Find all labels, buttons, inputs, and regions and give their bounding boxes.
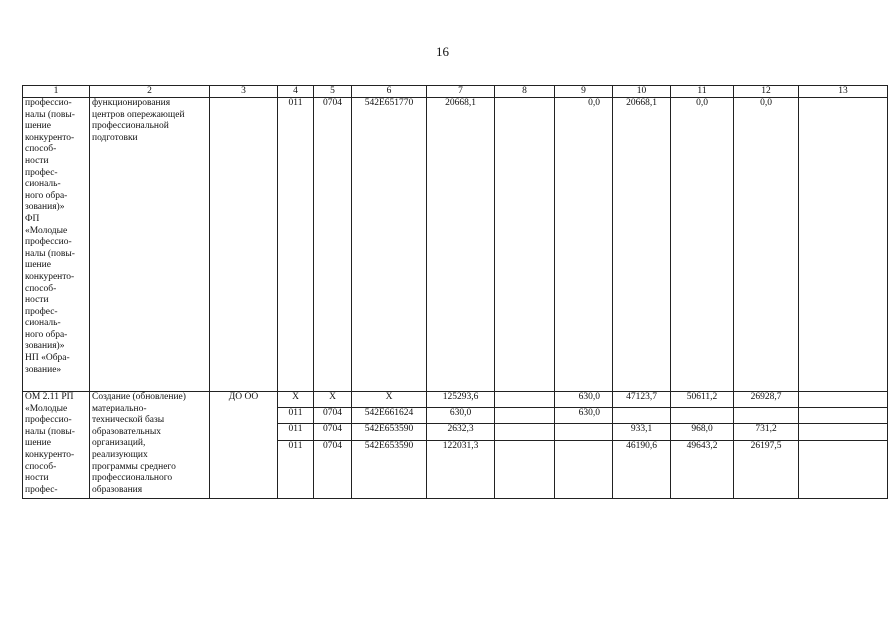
column-number: 2 (90, 86, 210, 98)
total-amount-cell: 20668,1 (427, 98, 495, 392)
target-code-cell: 542E661624 (352, 408, 427, 424)
note-cell (799, 408, 888, 424)
target-code-cell: 542E651770 (352, 98, 427, 392)
section-code-cell: 0704 (314, 98, 352, 392)
column-number: 6 (352, 86, 427, 98)
column-number: 13 (799, 86, 888, 98)
target-code-cell: 542E653590 (352, 424, 427, 441)
executor-cell (210, 98, 278, 392)
amount-cell: 46190,6 (613, 441, 671, 499)
amount-cell (495, 98, 555, 392)
column-number: 1 (23, 86, 90, 98)
grbs-code-cell: 011 (278, 98, 314, 392)
amount-cell: 933,1 (613, 424, 671, 441)
amount-cell: 0,0 (671, 98, 734, 392)
amount-cell (495, 392, 555, 408)
amount-cell: 50611,2 (671, 392, 734, 408)
amount-cell: 0,0 (734, 98, 799, 392)
total-amount-cell: 2632,3 (427, 424, 495, 441)
executor-cell: ДО ОО (210, 392, 278, 499)
amount-cell (495, 441, 555, 499)
target-code-cell: Х (352, 392, 427, 408)
program-name-cell: ОМ 2.11 РП «Молодые профессио- налы (повы- шение конкуренто- способ- ности профес- (23, 392, 90, 499)
column-number: 4 (278, 86, 314, 98)
measure-name-cell: функционирования центров опережающей профессиональной подготовки (90, 98, 210, 392)
section-code-cell: Х (314, 392, 352, 408)
section-code-cell: 0704 (314, 424, 352, 441)
amount-cell: 26928,7 (734, 392, 799, 408)
column-number: 5 (314, 86, 352, 98)
total-amount-cell: 630,0 (427, 408, 495, 424)
grbs-code-cell: 011 (278, 408, 314, 424)
amount-cell: 49643,2 (671, 441, 734, 499)
section-code-cell: 0704 (314, 441, 352, 499)
column-number: 7 (427, 86, 495, 98)
amount-cell: 47123,7 (613, 392, 671, 408)
total-amount-cell: 122031,3 (427, 441, 495, 499)
column-number: 12 (734, 86, 799, 98)
program-name-cell: профессио- налы (повы- шение конкуренто- способ- ности профес- сиональ- ного обра- зования)» ФП «Молодые профессио- налы (повы- шение конкуренто- способ- ности профес- сиональ- ного обра- зования)» НП «Обра- зование» (23, 98, 90, 392)
grbs-code-cell: 011 (278, 424, 314, 441)
note-cell (799, 441, 888, 499)
measure-name-cell: Создание (обновление) материально- технической базы образовательных организаций, реализующих программы среднего профессионального образования (90, 392, 210, 499)
column-number: 11 (671, 86, 734, 98)
amount-cell: 731,2 (734, 424, 799, 441)
amount-cell (613, 408, 671, 424)
target-code-cell: 542E653590 (352, 441, 427, 499)
grbs-code-cell: 011 (278, 441, 314, 499)
amount-cell (555, 441, 613, 499)
note-cell (799, 98, 888, 392)
column-number: 9 (555, 86, 613, 98)
column-number-row (23, 86, 888, 98)
budget-table (22, 85, 888, 499)
amount-cell (495, 408, 555, 424)
note-cell (799, 392, 888, 408)
page-number: 16 (436, 44, 449, 59)
section-code-cell: 0704 (314, 408, 352, 424)
table-row (23, 98, 888, 392)
amount-cell (734, 408, 799, 424)
amount-cell: 630,0 (555, 408, 613, 424)
amount-cell (671, 408, 734, 424)
amount-cell: 0,0 (555, 98, 613, 392)
amount-cell: 630,0 (555, 392, 613, 408)
column-number: 3 (210, 86, 278, 98)
amount-cell: 26197,5 (734, 441, 799, 499)
table-row (23, 392, 888, 408)
amount-cell: 968,0 (671, 424, 734, 441)
grbs-code-cell: Х (278, 392, 314, 408)
amount-cell (495, 424, 555, 441)
column-number: 8 (495, 86, 555, 98)
note-cell (799, 424, 888, 441)
amount-cell: 20668,1 (613, 98, 671, 392)
column-number: 10 (613, 86, 671, 98)
total-amount-cell: 125293,6 (427, 392, 495, 408)
amount-cell (555, 424, 613, 441)
